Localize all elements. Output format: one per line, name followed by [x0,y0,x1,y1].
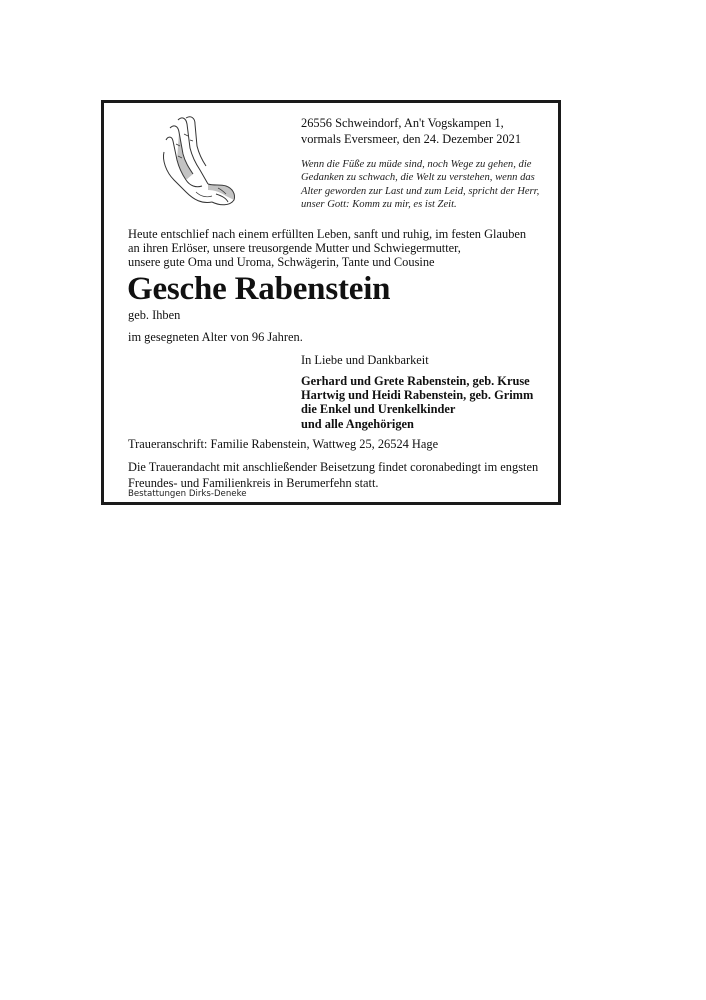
praying-hands-icon [156,114,242,210]
mourner-line: und alle Angehörigen [301,416,414,431]
obituary-notice [101,100,561,505]
mourner-line: Hartwig und Heidi Rabenstein, geb. Grimm [301,388,534,403]
age-text: im gesegneten Alter von 96 Jahren. [128,330,303,344]
undertaker-name: Bestattungen Dirks-Deneke [128,489,247,499]
service-line: Freundes- und Familienkreis in Berumerfehn statt. [128,476,379,490]
intro-line: Heute entschlief nach einem erfüllten Leben, sanft und ruhig, im festen Glauben [128,227,527,241]
mourner-line: Gerhard und Grete Rabenstein, geb. Kruse [301,374,530,388]
closing-phrase: In Liebe und Dankbarkeit [301,353,429,367]
mourning-address: Traueranschrift: Familie Rabenstein, Wattweg 25, 26524 Hage [128,437,439,451]
verse-line: Wenn die Füße zu müde sind, noch Wege zu gehen, die [301,159,532,170]
address-line: 26556 Schweindorf, An't Vogskampen 1, [301,116,504,130]
address-line: vormals Eversmeer, den 24. Dezember 2021 [301,131,522,146]
mourner-line: die Enkel und Urenkelkinder [301,402,456,417]
mourners-list [301,374,551,431]
location-date [301,116,551,147]
birth-name: geb. Ihben [128,308,181,322]
intro-line: unsere gute Oma und Uroma, Schwägerin, Tante und Cousine [128,255,435,270]
verse-line: unser Gott: Komm zu mir, es ist Zeit. [301,199,457,211]
service-info [128,459,548,491]
deceased-name: Gesche Rabenstein [127,271,391,307]
service-line: Die Trauerandacht mit anschließender Beisetzung findet coronabedingt im engsten [128,460,539,474]
intro-line: an ihren Erlöser, unsere treusorgende Mutter und Schwiegermutter, [128,241,461,256]
verse [301,158,556,212]
intro-text [128,227,548,270]
verse-line: Gedanken zu schwach, die Welt zu verstehen, wenn das [301,172,535,184]
verse-line: Alter geworden zur Last und zum Leid, spricht der Herr, [301,185,540,197]
